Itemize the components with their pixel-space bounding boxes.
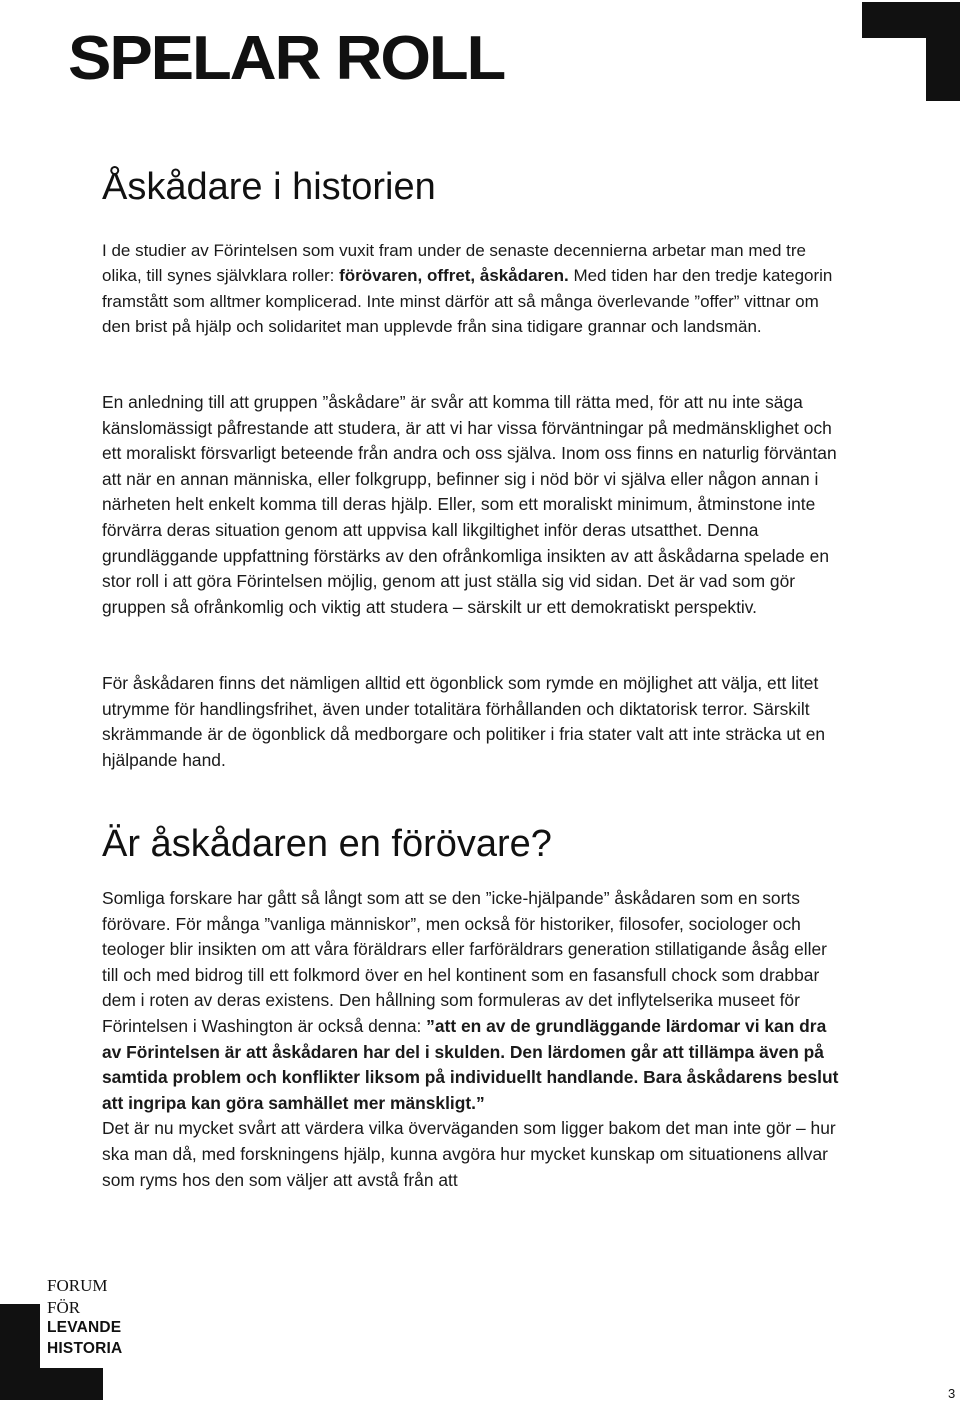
- paragraph-researchers-text-b: Det är nu mycket svårt att värdera vilka överväganden som ligger bakom det man inte gör – hur ska man då, med forskningens hjälp, kunna avgöra hur mycket kunskap om situationens allvar som ryms hos den som väljer att avstå från att: [102, 1118, 836, 1190]
- page-number: 3: [948, 1386, 956, 1401]
- paragraph-intro-text-b: Med tiden har den tredje kategorin framstått som alltmer komplicerad. Inte minst därför att så många överlevande ”offer” vittnar om den brist på hjälp och solidaritet man upplevde från sina tidigare grannar och landsmän.: [102, 266, 833, 337]
- logo-text-for: FÖR: [47, 1298, 81, 1317]
- corner-bracket-icon: [862, 2, 960, 101]
- paragraph-researchers: [102, 886, 842, 1193]
- paragraph-intro-roles: förövaren, offret, åskådaren.: [339, 266, 569, 286]
- logo-text-forum: FORUM: [47, 1276, 108, 1295]
- paragraph-choice: För åskådaren finns det nämligen alltid ett ögonblick som rymde en möjlighet att välja, ett litet utrymme för handlingsfrihet, även under totalitära förhållanden och diktatorisk terror. Särskilt skrämmande är de ögonblick då medborgare och politiker i fria stater valt att inte sträcka ut en hjälpande hand.: [102, 673, 826, 770]
- logo-text-historia: HISTORIA: [47, 1340, 123, 1357]
- section-heading-bystanders: Åskådare i historien: [102, 166, 436, 208]
- logo-text-levande: LEVANDE: [47, 1319, 122, 1336]
- museum-quote: ”att en av de grundläggande lärdomar vi kan dra av Förintelsen är att åskådaren har del i skulden. Den lärdomen går att tillämpa även på samtida problem och konflikter liksom på individuellt handlande. Bara åskådarens beslut att ingripa kan göra samhället mer mänskligt.”: [102, 1015, 839, 1113]
- section-heading-perpetrator: Är åskådaren en förövare?: [102, 823, 552, 865]
- page-title: SPELAR ROLL: [68, 24, 505, 93]
- paragraph-reason: En anledning till att gruppen ”åskådare” är svår att komma till rätta med, för att nu inte säga känslomässigt påfrestande att studera, är att vi har vissa förväntningar på medmänsklighet och ett moraliskt försvarligt beteende från andra och oss själva. Inom oss finns en naturlig förväntan att när en annan människa, eller folkgrupp, befinner sig i nöd bör vi själva eller någon annan i närheten helt enkelt komma till deras hjälp. Eller, som ett moraliskt minimum, åtminstone inte förvärra deras situation genom att uppvisa kall likgiltighet inför deras utsatthet. Denna grundläggande uppfattning förstärks av den ofrånkomliga insikten av att åskådarna spelade en stor roll i att göra Förintelsen möjlig, genom att just ställa sig vid sidan. Det är vad som gör gruppen så ofrånkomlig och viktig att studera – särskilt ur ett demokratiskt perspektiv.: [102, 392, 837, 617]
- paragraph-intro: [102, 238, 842, 340]
- paragraph-researchers-text-a: Somliga forskare har gått så långt som att se den ”icke-hjälpande” åskådaren som en sorts förövare. För många ”vanliga människor”, men också för historiker, filosofer, sociologer och teologer blir insikten om att våra föräldrars eller farföräldrars generation stillatigande åsåg eller till och med bidrog till ett folkmord över en hel kontinent som en fasansfull chock som drabbar dem i roten av deras existens. Den hållning som formuleras av det inflytelserika museet för Förintelsen i Washington är också denna:: [102, 888, 827, 1036]
- logo-bar-horizontal: [0, 1368, 103, 1400]
- paragraph-intro-text-a: I de studier av Förintelsen som vuxit fram under de senaste decennierna arbetar man med tre olika, till synes självklara roller:: [102, 241, 806, 286]
